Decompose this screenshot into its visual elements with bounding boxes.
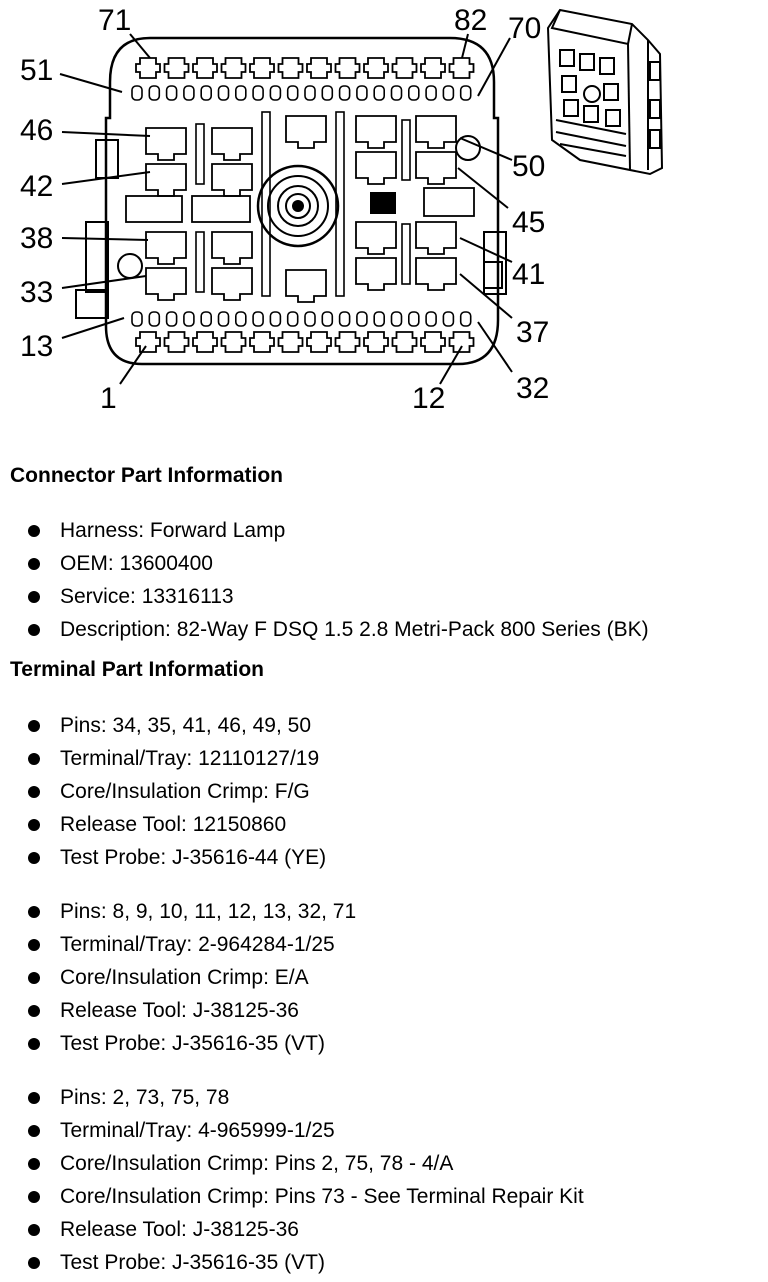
list-item-text: Release Tool: 12150860 xyxy=(60,813,287,836)
small-terminal-cavity xyxy=(132,86,142,100)
small-terminal-cavity xyxy=(392,86,402,100)
small-terminal-cavity xyxy=(305,86,315,100)
terminal-cavity xyxy=(336,332,360,352)
callout-37: 37 xyxy=(516,316,550,349)
list-item xyxy=(0,841,326,874)
list-item xyxy=(0,1147,584,1180)
terminal-cavity xyxy=(222,332,246,352)
terminal-cavity xyxy=(336,58,360,78)
large-terminal-cavity xyxy=(146,128,186,160)
callout-labels xyxy=(20,4,549,415)
large-terminal-cavity xyxy=(356,222,396,254)
list-item-text: Core/Insulation Crimp: Pins 2, 75, 78 - 4/A xyxy=(60,1152,454,1175)
bullet-icon xyxy=(28,1191,40,1203)
terminal-cavity xyxy=(421,58,445,78)
terminal-cavity xyxy=(250,332,274,352)
bullet-icon xyxy=(28,1158,40,1170)
small-terminal-cavity xyxy=(167,86,177,100)
cavity-divider xyxy=(196,124,204,184)
small-terminal-cavity xyxy=(409,86,419,100)
small-terminal-cavity xyxy=(409,312,419,326)
list-item xyxy=(0,547,649,580)
cavity-divider xyxy=(402,120,410,180)
terminal-row-bottom xyxy=(136,332,474,352)
small-terminal-cavity xyxy=(374,86,384,100)
list-item-text: Terminal/Tray: 4-965999-1/25 xyxy=(60,1119,335,1142)
terminal-cavity xyxy=(450,332,474,352)
callout-82: 82 xyxy=(454,4,488,37)
housing-left-latch xyxy=(76,290,108,318)
terminal-cavity xyxy=(165,58,189,78)
list-item-text: Pins: 34, 35, 41, 46, 49, 50 xyxy=(60,714,312,737)
connector-face-diagram xyxy=(0,0,768,430)
bullet-icon xyxy=(28,720,40,732)
list-item-text: Pins: 2, 73, 75, 78 xyxy=(60,1086,230,1109)
callout-33: 33 xyxy=(20,276,54,309)
callout-71: 71 xyxy=(98,4,132,37)
small-terminal-cavity xyxy=(322,312,332,326)
terminal-cavity xyxy=(136,58,160,78)
bullet-icon xyxy=(28,906,40,918)
housing-right-latch xyxy=(484,262,502,288)
cavity-divider xyxy=(196,232,204,292)
callout-45: 45 xyxy=(512,206,546,239)
terminal-info-heading: Terminal Part Information xyxy=(10,658,264,681)
terminal-cavity xyxy=(307,332,331,352)
large-terminal-cavity xyxy=(146,268,186,300)
bullet-icon xyxy=(28,525,40,537)
small-terminal-cavity xyxy=(219,312,229,326)
alignment-hole-left xyxy=(118,254,142,278)
large-terminal-cavity xyxy=(286,270,326,302)
callout-12: 12 xyxy=(412,382,446,415)
small-terminal-cavity xyxy=(149,86,159,100)
small-terminal-cavity xyxy=(305,312,315,326)
list-item-text: Release Tool: J-38125-36 xyxy=(60,1218,299,1241)
connector-info-list xyxy=(0,514,649,646)
connector-housing xyxy=(106,38,498,364)
list-item-text: Test Probe: J-35616-44 (YE) xyxy=(60,846,327,869)
terminal-group-3 xyxy=(0,1081,584,1279)
large-terminal-cavity xyxy=(212,268,252,300)
list-item xyxy=(0,1027,356,1060)
callout-41: 41 xyxy=(512,258,546,291)
large-terminal-cavity xyxy=(212,232,252,264)
list-item-text: Test Probe: J-35616-35 (VT) xyxy=(60,1032,325,1055)
small-terminal-cavity xyxy=(201,312,211,326)
list-item-text: Release Tool: J-38125-36 xyxy=(60,999,299,1022)
connector-3d-view xyxy=(548,10,662,174)
terminal-row-top xyxy=(136,58,474,78)
list-item xyxy=(0,742,326,775)
small-terminal-cavity xyxy=(357,312,367,326)
bullet-icon xyxy=(28,1038,40,1050)
bullet-icon xyxy=(28,624,40,636)
small-terminal-cavity xyxy=(270,86,280,100)
terminal-cavity xyxy=(279,58,303,78)
bullet-icon xyxy=(28,972,40,984)
callout-46: 46 xyxy=(20,114,54,147)
list-item xyxy=(0,928,356,961)
small-terminal-cavity xyxy=(201,86,211,100)
large-terminal-cavity xyxy=(416,258,456,290)
list-item xyxy=(0,1246,584,1279)
small-terminal-cavity xyxy=(357,86,367,100)
callout-1: 1 xyxy=(100,382,117,415)
large-terminal-cavity xyxy=(416,222,456,254)
list-item-text: OEM: 13600400 xyxy=(60,552,213,575)
terminal-cavity xyxy=(393,58,417,78)
terminal-cavity xyxy=(250,58,274,78)
large-terminal-cavity xyxy=(356,258,396,290)
bullet-icon xyxy=(28,819,40,831)
terminal-row-bottom-small xyxy=(132,312,471,326)
terminal-cavity xyxy=(165,332,189,352)
list-item xyxy=(0,994,356,1027)
bullet-icon xyxy=(28,786,40,798)
callout-32: 32 xyxy=(516,372,550,405)
list-item xyxy=(0,1114,584,1147)
callout-42: 42 xyxy=(20,170,54,203)
small-terminal-cavity xyxy=(392,312,402,326)
list-item-text: Description: 82-Way F DSQ 1.5 2.8 Metri-Pack 800 Series (BK) xyxy=(60,618,649,641)
blank-cavity xyxy=(424,188,474,216)
large-terminal-cavity xyxy=(356,116,396,148)
cavity-divider xyxy=(402,224,410,284)
list-item xyxy=(0,613,649,646)
large-terminal-cavity xyxy=(416,152,456,184)
small-terminal-cavity xyxy=(426,86,436,100)
bullet-icon xyxy=(28,558,40,570)
terminal-cavity xyxy=(136,332,160,352)
large-terminal-cavity xyxy=(356,152,396,184)
small-terminal-cavity xyxy=(253,312,263,326)
list-item xyxy=(0,514,649,547)
list-item-text: Pins: 8, 9, 10, 11, 12, 13, 32, 71 xyxy=(60,900,357,923)
small-terminal-cavity xyxy=(461,312,471,326)
terminal-cavity xyxy=(279,332,303,352)
small-terminal-cavity xyxy=(149,312,159,326)
large-terminal-cavity xyxy=(146,232,186,264)
list-item-text: Core/Insulation Crimp: Pins 73 - See Terminal Repair Kit xyxy=(60,1185,584,1208)
blank-cavity xyxy=(192,196,250,222)
alignment-hole-right xyxy=(456,136,480,160)
bullet-icon xyxy=(28,1092,40,1104)
terminal-group-2 xyxy=(0,895,356,1060)
callout-13: 13 xyxy=(20,330,54,363)
terminal-cavity xyxy=(421,332,445,352)
bullet-icon xyxy=(28,1005,40,1017)
small-terminal-cavity xyxy=(236,312,246,326)
center-key-block xyxy=(370,192,396,214)
small-terminal-cavity xyxy=(340,312,350,326)
small-terminal-cavity xyxy=(219,86,229,100)
small-terminal-cavity xyxy=(236,86,246,100)
bullet-icon xyxy=(28,591,40,603)
list-item-text: Core/Insulation Crimp: F/G xyxy=(60,780,310,803)
small-terminal-cavity xyxy=(288,86,298,100)
list-item xyxy=(0,895,356,928)
small-terminal-cavity xyxy=(167,312,177,326)
large-terminal-cavity xyxy=(212,128,252,160)
small-terminal-cavity xyxy=(270,312,280,326)
small-terminal-cavity xyxy=(374,312,384,326)
small-terminal-cavity xyxy=(426,312,436,326)
list-item xyxy=(0,1081,584,1114)
callout-51: 51 xyxy=(20,54,54,87)
bullet-icon xyxy=(28,939,40,951)
small-terminal-cavity xyxy=(443,86,453,100)
connector-info-heading: Connector Part Information xyxy=(10,464,284,487)
terminal-cavity xyxy=(307,58,331,78)
bullet-icon xyxy=(28,753,40,765)
small-terminal-cavity xyxy=(184,312,194,326)
small-terminal-cavity xyxy=(461,86,471,100)
callout-38: 38 xyxy=(20,222,54,255)
large-terminal-cavity xyxy=(416,116,456,148)
large-terminal-cavity xyxy=(286,116,326,148)
list-item-text: Service: 13316113 xyxy=(60,585,234,608)
list-item-text: Core/Insulation Crimp: E/A xyxy=(60,966,309,989)
list-item xyxy=(0,1180,584,1213)
list-item xyxy=(0,580,649,613)
small-terminal-cavity xyxy=(132,312,142,326)
small-terminal-cavity xyxy=(184,86,194,100)
terminal-cavity xyxy=(364,332,388,352)
list-item xyxy=(0,808,326,841)
bullet-icon xyxy=(28,852,40,864)
bullet-icon xyxy=(28,1257,40,1269)
list-item xyxy=(0,1213,584,1246)
terminal-cavity xyxy=(450,58,474,78)
terminal-cavity xyxy=(364,58,388,78)
blank-cavity xyxy=(126,196,182,222)
list-item xyxy=(0,775,326,808)
small-terminal-cavity xyxy=(340,86,350,100)
callout-50: 50 xyxy=(512,150,546,183)
small-terminal-cavity xyxy=(253,86,263,100)
list-item-text: Harness: Forward Lamp xyxy=(60,519,286,542)
terminal-cavity xyxy=(193,58,217,78)
small-terminal-cavity xyxy=(288,312,298,326)
bullet-icon xyxy=(28,1224,40,1236)
terminal-cavity xyxy=(193,332,217,352)
list-item xyxy=(0,961,356,994)
large-terminal-cavity xyxy=(212,164,252,196)
terminal-cavity xyxy=(393,332,417,352)
callout-70: 70 xyxy=(508,12,542,45)
small-terminal-cavity xyxy=(443,312,453,326)
terminal-row-top-small xyxy=(132,86,471,100)
small-terminal-cavity xyxy=(322,86,332,100)
terminal-cavity xyxy=(222,58,246,78)
list-item-text: Terminal/Tray: 12110127/19 xyxy=(60,747,320,770)
terminal-group-1 xyxy=(0,709,326,874)
list-item-text: Test Probe: J-35616-35 (VT) xyxy=(60,1251,325,1274)
bullet-icon xyxy=(28,1125,40,1137)
large-terminal-cavity xyxy=(146,164,186,196)
list-item-text: Terminal/Tray: 2-964284-1/25 xyxy=(60,933,335,956)
list-item xyxy=(0,709,326,742)
